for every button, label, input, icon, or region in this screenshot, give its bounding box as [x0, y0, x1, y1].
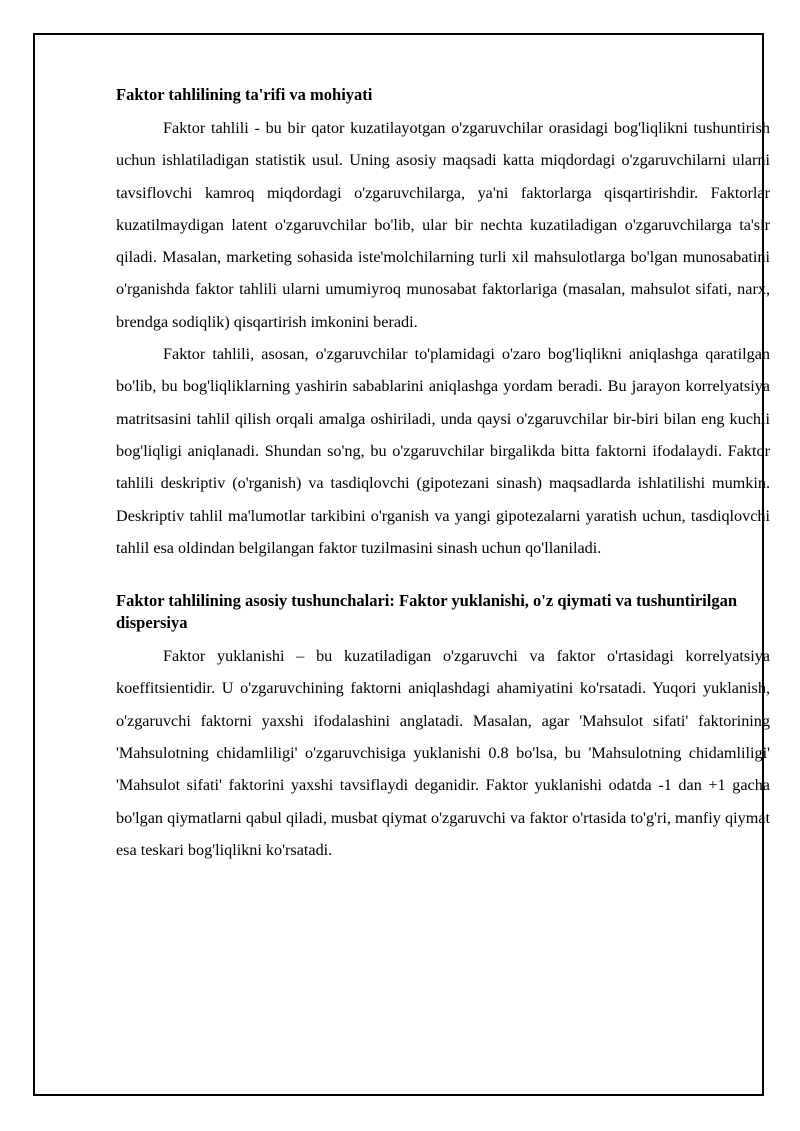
section-heading-concepts: Faktor tahlilining asosiy tushunchalari: Faktor yuklanishi, o'z qiymati va tushuntirilgan dispersiya: [116, 591, 738, 633]
section-heading-definition: Faktor tahlilining ta'rifi va mohiyati: [116, 85, 373, 104]
document-body: [116, 84, 770, 866]
paragraph-correlation: Faktor tahlili, asosan, o'zgaruvchilar to'plamidagi o'zaro bog'liqlikni aniqlashga qaratilgan bo'lib, bu bog'liqliklarning yashirin sabablarini aniqlashga yordam beradi. Bu jarayon korrelyatsiya matritsasini tahlil qilish orqali amalga oshiriladi, unda qaysi o'zgaruvchilar bir-biri bilan eng kuchli bog'liqligi aniqlanadi. Shundan so'ng, bu o'zgaruvchilar birgalikda bitta faktorni ifodalaydi. Faktor tahlili deskriptiv (o'rganish) va tasdiqlovchi (gipotezani sinash) maqsadlarda ishlatilishi mumkin. Deskriptiv tahlil ma'lumotlar tarkibini o'rganish va yangi gipotezalarni yaratish uchun, tasdiqlovchi tahlil esa oldindan belgilangan faktor tuzilmasini sinash uchun qo'llaniladi.: [116, 345, 770, 557]
paragraph-factor-loading: Faktor yuklanishi – bu kuzatiladigan o'zgaruvchi va faktor o'rtasidagi korrelyatsiya koeffitsientidir. U o'zgaruvchining faktorni aniqlashdagi ahamiyatini ko'rsatadi. Yuqori yuklanish, o'zgaruvchi faktorni yaxshi ifodalashini anglatadi. Masalan, agar 'Mahsulot sifati' faktorining 'Mahsulotning chidamliligi' o'zgaruvchisiga yuklanishi 0.8 bo'lsa, bu 'Mahsulotning chidamliligi' 'Mahsulot sifati' faktorini yaxshi tavsiflaydi deganidir. Faktor yuklanishi odatda -1 dan +1 gacha bo'lgan qiymatlarni qabul qiladi, musbat qiymat o'zgaruvchi va faktor o'rtasida to'g'ri, manfiy qiymat esa teskari bog'liqlikni ko'rsatadi.: [116, 647, 770, 859]
paragraph-definition: Faktor tahlili - bu bir qator kuzatilayotgan o'zgaruvchilar orasidagi bog'liqlikni tushuntirish uchun ishlatiladigan statistik usul. Uning asosiy maqsadi katta miqdordagi o'zgaruvchilarni ularni tavsiflovchi kamroq miqdordagi o'zgaruvchilarga, ya'ni faktorlarga qisqartirishdir. Faktorlar kuzatilmaydigan latent o'zgaruvchilar bo'lib, ular bir nechta kuzatiladigan o'zgaruvchilarga ta'sir qiladi. Masalan, marketing sohasida iste'molchilarning turli xil mahsulotlarga bo'lgan munosabatini o'rganishda faktor tahlili ularni umumiyroq munosabat faktorlariga (masalan, mahsulot sifati, narx, brendga sodiqlik) qisqartirish imkonini beradi.: [116, 119, 770, 331]
